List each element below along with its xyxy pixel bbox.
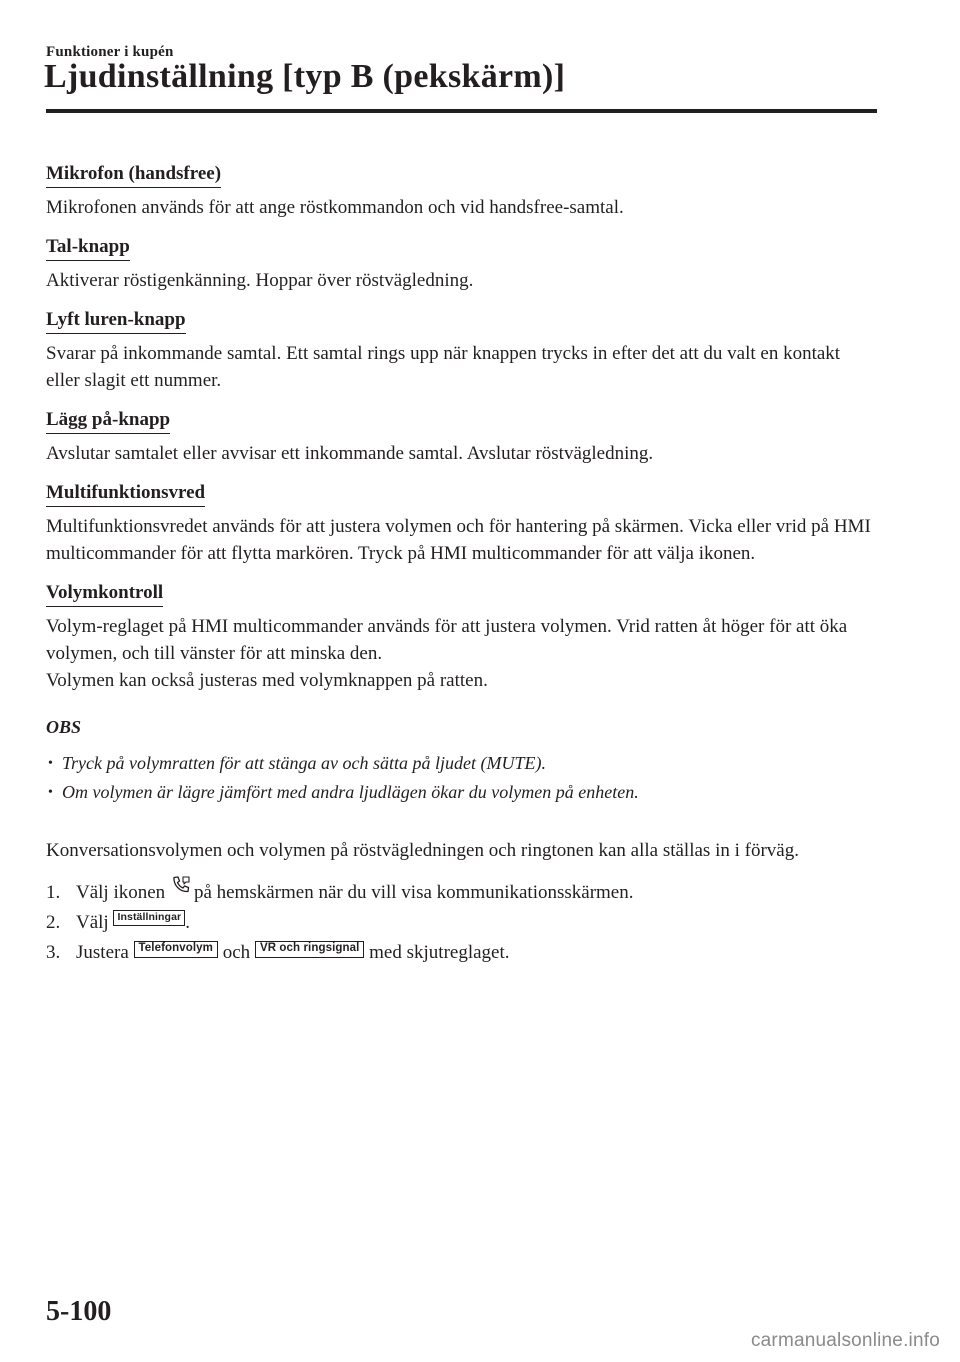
section-volymkontroll <box>46 579 876 694</box>
bullet-icon: • <box>48 756 53 771</box>
section-heading: Multifunktionsvred <box>46 481 205 507</box>
page-title: Ljudinställning [typ B (pekskärm)] <box>44 58 566 95</box>
section-text: Volymen kan också justeras med volymknappen på ratten. <box>46 670 488 691</box>
bullet-icon: • <box>48 785 53 800</box>
step-text: och <box>222 942 251 963</box>
step-text: Välj ikonen <box>76 882 166 903</box>
step-text: med skjutreglaget. <box>369 942 510 963</box>
installningar-button[interactable]: Inställningar <box>113 910 185 926</box>
section-text: Volym-reglaget på HMI multicommander används för att justera volymen. Vrid ratten åt höger för att öka volymen, och till vänster för att minska den. <box>46 616 848 664</box>
watermark: carmanualsonline.info <box>750 1330 940 1351</box>
note-item <box>46 778 876 807</box>
note-item <box>46 749 876 778</box>
title-divider <box>46 109 877 113</box>
step-text: på hemskärmen när du vill visa kommunikationsskärmen. <box>193 882 634 903</box>
section-heading: Lägg på-knapp <box>46 408 170 434</box>
section-text: Mikrofonen används för att ange röstkommandon och vid handsfree-samtal. <box>46 197 624 218</box>
step-number: 3. <box>46 942 61 963</box>
section-text: Multifunktionsvredet används för att justera volymen och för hantering på skärmen. Vicka eller vrid på HMI multicommander för att flytta markören. Tryck på HMI multicommander för att välja ikonen. <box>46 516 871 564</box>
intro-text: Konversationsvolymen och volymen på röstvägledningen och ringtonen kan alla ställas in i förväg. <box>46 840 799 861</box>
step-3 <box>46 938 876 968</box>
section-heading: Tal-knapp <box>46 235 130 261</box>
section-heading: Mikrofon (handsfree) <box>46 162 221 188</box>
section-mikrofon <box>46 160 876 221</box>
section-lyft-luren <box>46 306 876 394</box>
telefonvolym-button[interactable]: Telefonvolym <box>134 941 218 958</box>
step-text: . <box>185 912 190 933</box>
step-number: 2. <box>46 912 61 933</box>
note-text: Tryck på volymratten för att stänga av och sätta på ljudet (MUTE). <box>62 753 546 773</box>
note-list <box>46 749 876 807</box>
section-text: Avslutar samtalet eller avvisar ett inkommande samtal. Avslutar röstvägledning. <box>46 443 654 464</box>
section-text: Svarar på inkommande samtal. Ett samtal rings upp när knappen trycks in efter det att du valt en kontakt eller slagit ett nummer. <box>46 343 841 391</box>
section-lagg-pa <box>46 406 876 467</box>
section-tal-knapp <box>46 233 876 294</box>
phone-icon <box>170 874 192 896</box>
section-multifunktionsvred <box>46 479 876 567</box>
page-number: 5-100 <box>46 1296 112 1327</box>
section-heading: Volymkontroll <box>46 581 163 607</box>
note-label: OBS <box>46 717 82 737</box>
section-heading: Lyft luren-knapp <box>46 308 186 334</box>
step-text: Justera <box>76 942 129 963</box>
step-number: 1. <box>46 882 61 903</box>
vr-och-ringsignal-button[interactable]: VR och ringsignal <box>255 941 364 958</box>
chapter-label: Funktioner i kupén <box>46 44 174 60</box>
content <box>46 160 876 968</box>
step-2 <box>46 908 876 938</box>
note-text: Om volymen är lägre jämfört med andra ljudlägen ökar du volymen på enheten. <box>62 782 639 802</box>
step-list <box>46 874 876 968</box>
step-text: Välj <box>76 912 109 933</box>
section-text: Aktiverar röstigenkänning. Hoppar över röstvägledning. <box>46 270 474 291</box>
step-1 <box>46 874 876 908</box>
